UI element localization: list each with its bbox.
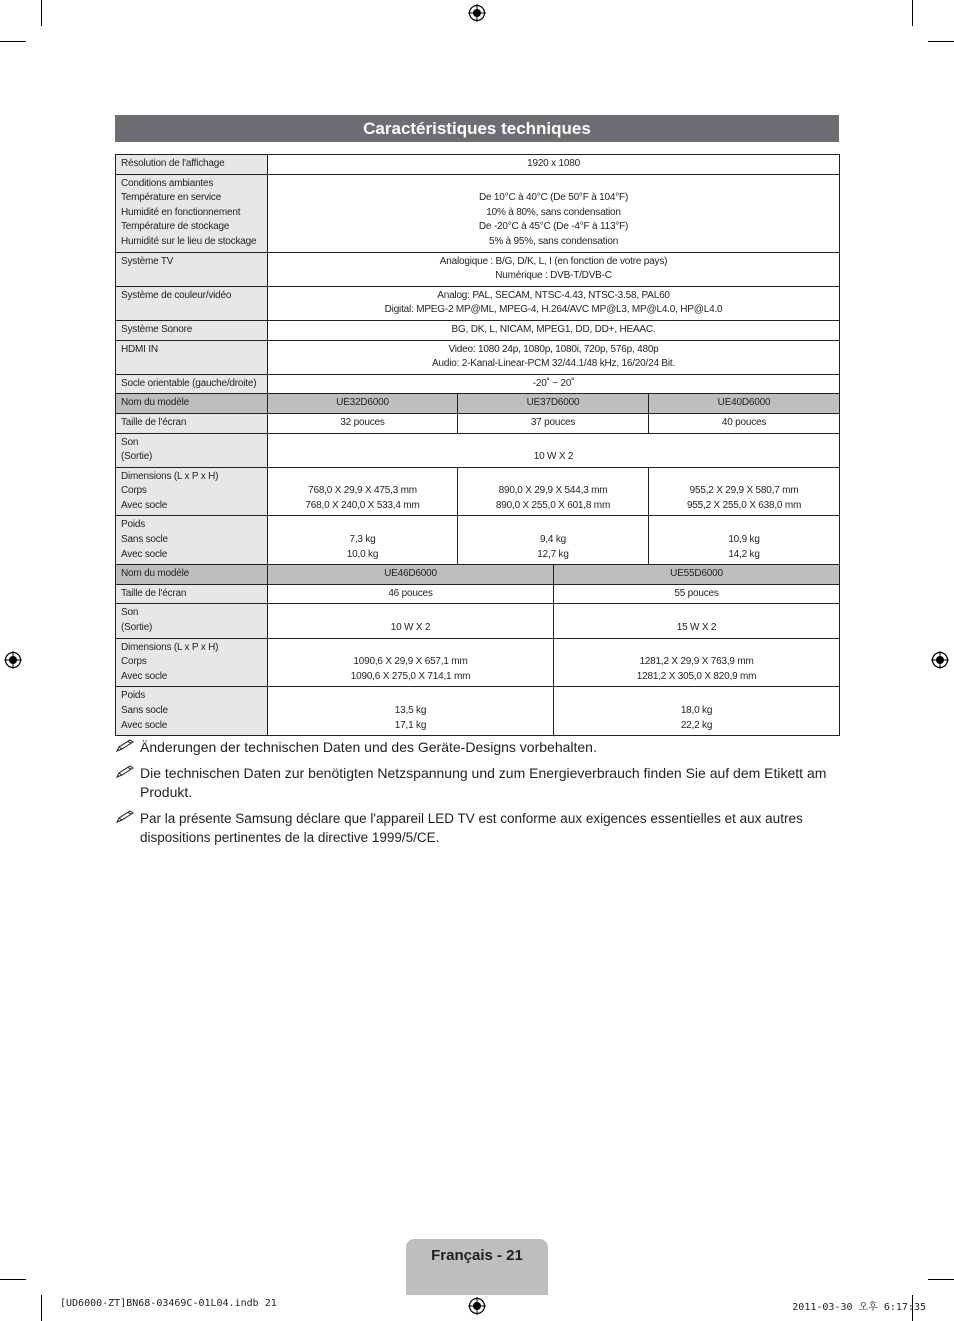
crop-mark bbox=[0, 1279, 26, 1280]
cell-value bbox=[458, 467, 649, 516]
row-label bbox=[116, 433, 268, 467]
table-row bbox=[116, 638, 840, 687]
page-number-tab: Français - 21 bbox=[406, 1239, 548, 1295]
value-line: 12,7 kg bbox=[537, 548, 569, 560]
cell-value bbox=[268, 687, 554, 736]
row-label bbox=[116, 687, 268, 736]
cell-value bbox=[554, 687, 840, 736]
cell-value bbox=[458, 516, 649, 565]
table-row bbox=[116, 320, 840, 340]
crop-mark bbox=[41, 0, 42, 26]
label-line: Température de stockage bbox=[121, 221, 230, 233]
spec-table bbox=[115, 154, 840, 736]
table-row bbox=[116, 467, 840, 516]
label-line: Avec socle bbox=[121, 499, 168, 511]
cell-value bbox=[649, 516, 840, 565]
value-line: 890,0 X 29,9 X 544,3 mm bbox=[498, 485, 608, 497]
cell-value: 32 pouces bbox=[268, 413, 458, 433]
label-line: Son bbox=[121, 436, 139, 448]
registration-mark-icon bbox=[468, 1297, 486, 1315]
note-text: Die technischen Daten zur benötigten Netzspannung und zum Energieverbrauch finden Sie auf dem Etikett am Produkt. bbox=[140, 765, 827, 800]
value-line: 9,4 kg bbox=[539, 534, 567, 546]
row-label: Taille de l'écran bbox=[116, 584, 268, 604]
value-line: 10% à 80%, sans condensation bbox=[486, 206, 621, 218]
note-item bbox=[115, 764, 839, 802]
value-line: 890,0 X 255,0 X 601,8 mm bbox=[495, 499, 611, 511]
value-line: Audio: 2-Kanal-Linear-PCM 32/44.1/48 kHz, 16/20/24 Bit. bbox=[432, 358, 676, 370]
label-line: Avec socle bbox=[121, 548, 168, 560]
table-row bbox=[116, 174, 840, 252]
row-label bbox=[116, 638, 268, 687]
page-title: Caractéristiques techniques bbox=[115, 115, 839, 142]
table-row bbox=[116, 604, 840, 638]
cell-value bbox=[649, 467, 840, 516]
crop-mark bbox=[928, 1279, 954, 1280]
label-line: (Sortie) bbox=[121, 451, 153, 463]
pencil-note-icon bbox=[115, 810, 135, 824]
cell-value: 10 W X 2 bbox=[268, 433, 840, 467]
table-row bbox=[116, 516, 840, 565]
row-label: Système de couleur/vidéo bbox=[116, 286, 268, 320]
label-line: Humidité sur le lieu de stockage bbox=[121, 235, 257, 247]
value-line: Video: 1080 24p, 1080p, 1080i, 720p, 576p, 480p bbox=[448, 343, 659, 355]
cell-value bbox=[554, 638, 840, 687]
table-row bbox=[116, 584, 840, 604]
table-row bbox=[116, 340, 840, 374]
row-label bbox=[116, 604, 268, 638]
model-name: UE55D6000 bbox=[554, 565, 840, 585]
value-line: De 10°C à 40°C (De 50°F à 104°F) bbox=[478, 192, 629, 204]
value-line: 14,2 kg bbox=[728, 548, 760, 560]
cell-value bbox=[268, 286, 840, 320]
value-line: Digital: MPEG-2 MP@ML, MPEG-4, H.264/AVC MP@L3, MP@L4.0, HP@L4.0 bbox=[384, 304, 723, 316]
note-text: Änderungen der technischen Daten und des Geräte-Designs vorbehalten. bbox=[140, 739, 597, 755]
model-name: UE40D6000 bbox=[649, 394, 840, 414]
registration-mark-icon bbox=[931, 651, 949, 669]
model-name: UE32D6000 bbox=[268, 394, 458, 414]
label-line: Son bbox=[121, 607, 139, 619]
table-row bbox=[116, 252, 840, 286]
label-line: Corps bbox=[121, 656, 147, 668]
cell-value bbox=[268, 638, 554, 687]
value-line: De -20°C à 45°C (De -4°F à 113°F) bbox=[478, 221, 629, 233]
label-line: Avec socle bbox=[121, 719, 168, 731]
cell-value bbox=[268, 252, 840, 286]
row-label: Système TV bbox=[116, 252, 268, 286]
pencil-note-icon bbox=[115, 739, 135, 753]
table-row bbox=[116, 687, 840, 736]
value-line: 1090,6 X 29,9 X 657,1 mm bbox=[353, 656, 468, 668]
table-row bbox=[116, 374, 840, 394]
label-line: Corps bbox=[121, 485, 147, 497]
value-line: Analogique : B/G, D/K, L, I (en fonction de votre pays) bbox=[439, 255, 668, 267]
row-label: Nom du modèle bbox=[116, 565, 268, 585]
print-slug-timestamp: 2011-03-30 오후 6:17:35 bbox=[792, 1302, 926, 1313]
value-line: 17,1 kg bbox=[394, 719, 427, 731]
label-line: Avec socle bbox=[121, 670, 168, 682]
cell-value: 10 W X 2 bbox=[268, 604, 554, 638]
value-line: 955,2 X 29,9 X 580,7 mm bbox=[689, 485, 799, 497]
row-label: Socle orientable (gauche/droite) bbox=[116, 374, 268, 394]
cell-value: 15 W X 2 bbox=[554, 604, 840, 638]
row-label: Taille de l'écran bbox=[116, 413, 268, 433]
row-label: HDMI IN bbox=[116, 340, 268, 374]
row-label bbox=[116, 467, 268, 516]
model-name: UE37D6000 bbox=[458, 394, 649, 414]
value-line: 1090,6 X 275,0 X 714,1 mm bbox=[350, 670, 471, 682]
label-line: Sans socle bbox=[121, 534, 168, 546]
cell-value: 37 pouces bbox=[458, 413, 649, 433]
value-line: 10,9 kg bbox=[728, 534, 760, 546]
row-label: Résolution de l'affichage bbox=[116, 155, 268, 175]
cell-value: 1920 x 1080 bbox=[268, 155, 840, 175]
crop-mark bbox=[928, 41, 954, 42]
row-label bbox=[116, 516, 268, 565]
notes-section bbox=[115, 738, 839, 854]
value-line: Analog: PAL, SECAM, NTSC-4.43, NTSC-3.58, PAL60 bbox=[437, 289, 670, 301]
cell-value: -20˚ ~ 20˚ bbox=[268, 374, 840, 394]
cell-value: BG, DK, L, NICAM, MPEG1, DD, DD+, HEAAC. bbox=[268, 320, 840, 340]
table-row bbox=[116, 565, 840, 585]
cell-value: 40 pouces bbox=[649, 413, 840, 433]
value-line: 5% à 95%, sans condensation bbox=[488, 235, 619, 247]
crop-mark bbox=[912, 0, 913, 26]
table-row bbox=[116, 394, 840, 414]
cell-value bbox=[268, 340, 840, 374]
label-line: Dimensions (L x P x H) bbox=[121, 641, 219, 653]
registration-mark-icon bbox=[468, 4, 486, 22]
value-line: 18,0 kg bbox=[680, 705, 713, 716]
value-line: 768,0 X 29,9 X 475,3 mm bbox=[308, 485, 417, 497]
table-row bbox=[116, 286, 840, 320]
table-row bbox=[116, 433, 840, 467]
print-slug-filename: [UD6000-ZT]BN68-03469C-01L04.indb 21 bbox=[60, 1298, 277, 1309]
row-label: Nom du modèle bbox=[116, 394, 268, 414]
pencil-note-icon bbox=[115, 765, 135, 779]
table-row bbox=[116, 155, 840, 175]
note-item bbox=[115, 809, 839, 847]
value-line: 7,3 kg bbox=[349, 534, 376, 546]
label-line: Dimensions (L x P x H) bbox=[121, 470, 219, 482]
value-line: 1281,2 X 305,0 X 820,9 mm bbox=[636, 670, 757, 682]
value-line: 955,2 X 255,0 X 638,0 mm bbox=[686, 499, 802, 511]
row-label: Système Sonore bbox=[116, 320, 268, 340]
note-text: Par la présente Samsung déclare que l'appareil LED TV est conforme aux exigences essentielles et aux autres dispositions pertinentes de la directive 1999/5/CE. bbox=[140, 811, 803, 845]
crop-mark bbox=[41, 1295, 42, 1321]
model-name: UE46D6000 bbox=[268, 565, 554, 585]
value-line: Numérique : DVB-T/DVB-C bbox=[495, 270, 612, 282]
cell-value: 55 pouces bbox=[554, 584, 840, 604]
cell-value: 46 pouces bbox=[268, 584, 554, 604]
label-line: Poids bbox=[121, 690, 146, 702]
label-line: Humidité en fonctionnement bbox=[121, 206, 241, 218]
note-item bbox=[115, 738, 839, 757]
label-line: Poids bbox=[121, 519, 146, 531]
registration-mark-icon bbox=[4, 651, 22, 669]
label-line: Sans socle bbox=[121, 705, 168, 716]
label-line: Conditions ambiantes bbox=[121, 177, 214, 189]
value-line: 768,0 X 240,0 X 533,4 mm bbox=[305, 499, 420, 511]
value-line: 22,2 kg bbox=[680, 719, 713, 731]
row-label bbox=[116, 174, 268, 252]
value-line: 1281,2 X 29,9 X 763,9 mm bbox=[639, 656, 754, 668]
cell-value bbox=[268, 516, 458, 565]
cell-value bbox=[268, 174, 840, 252]
crop-mark bbox=[0, 41, 26, 42]
cell-value bbox=[268, 467, 458, 516]
label-line: (Sortie) bbox=[121, 622, 153, 634]
value-line: 10,0 kg bbox=[346, 548, 379, 560]
table-row bbox=[116, 413, 840, 433]
value-line: 13,5 kg bbox=[394, 705, 427, 716]
label-line: Température en service bbox=[121, 192, 222, 204]
